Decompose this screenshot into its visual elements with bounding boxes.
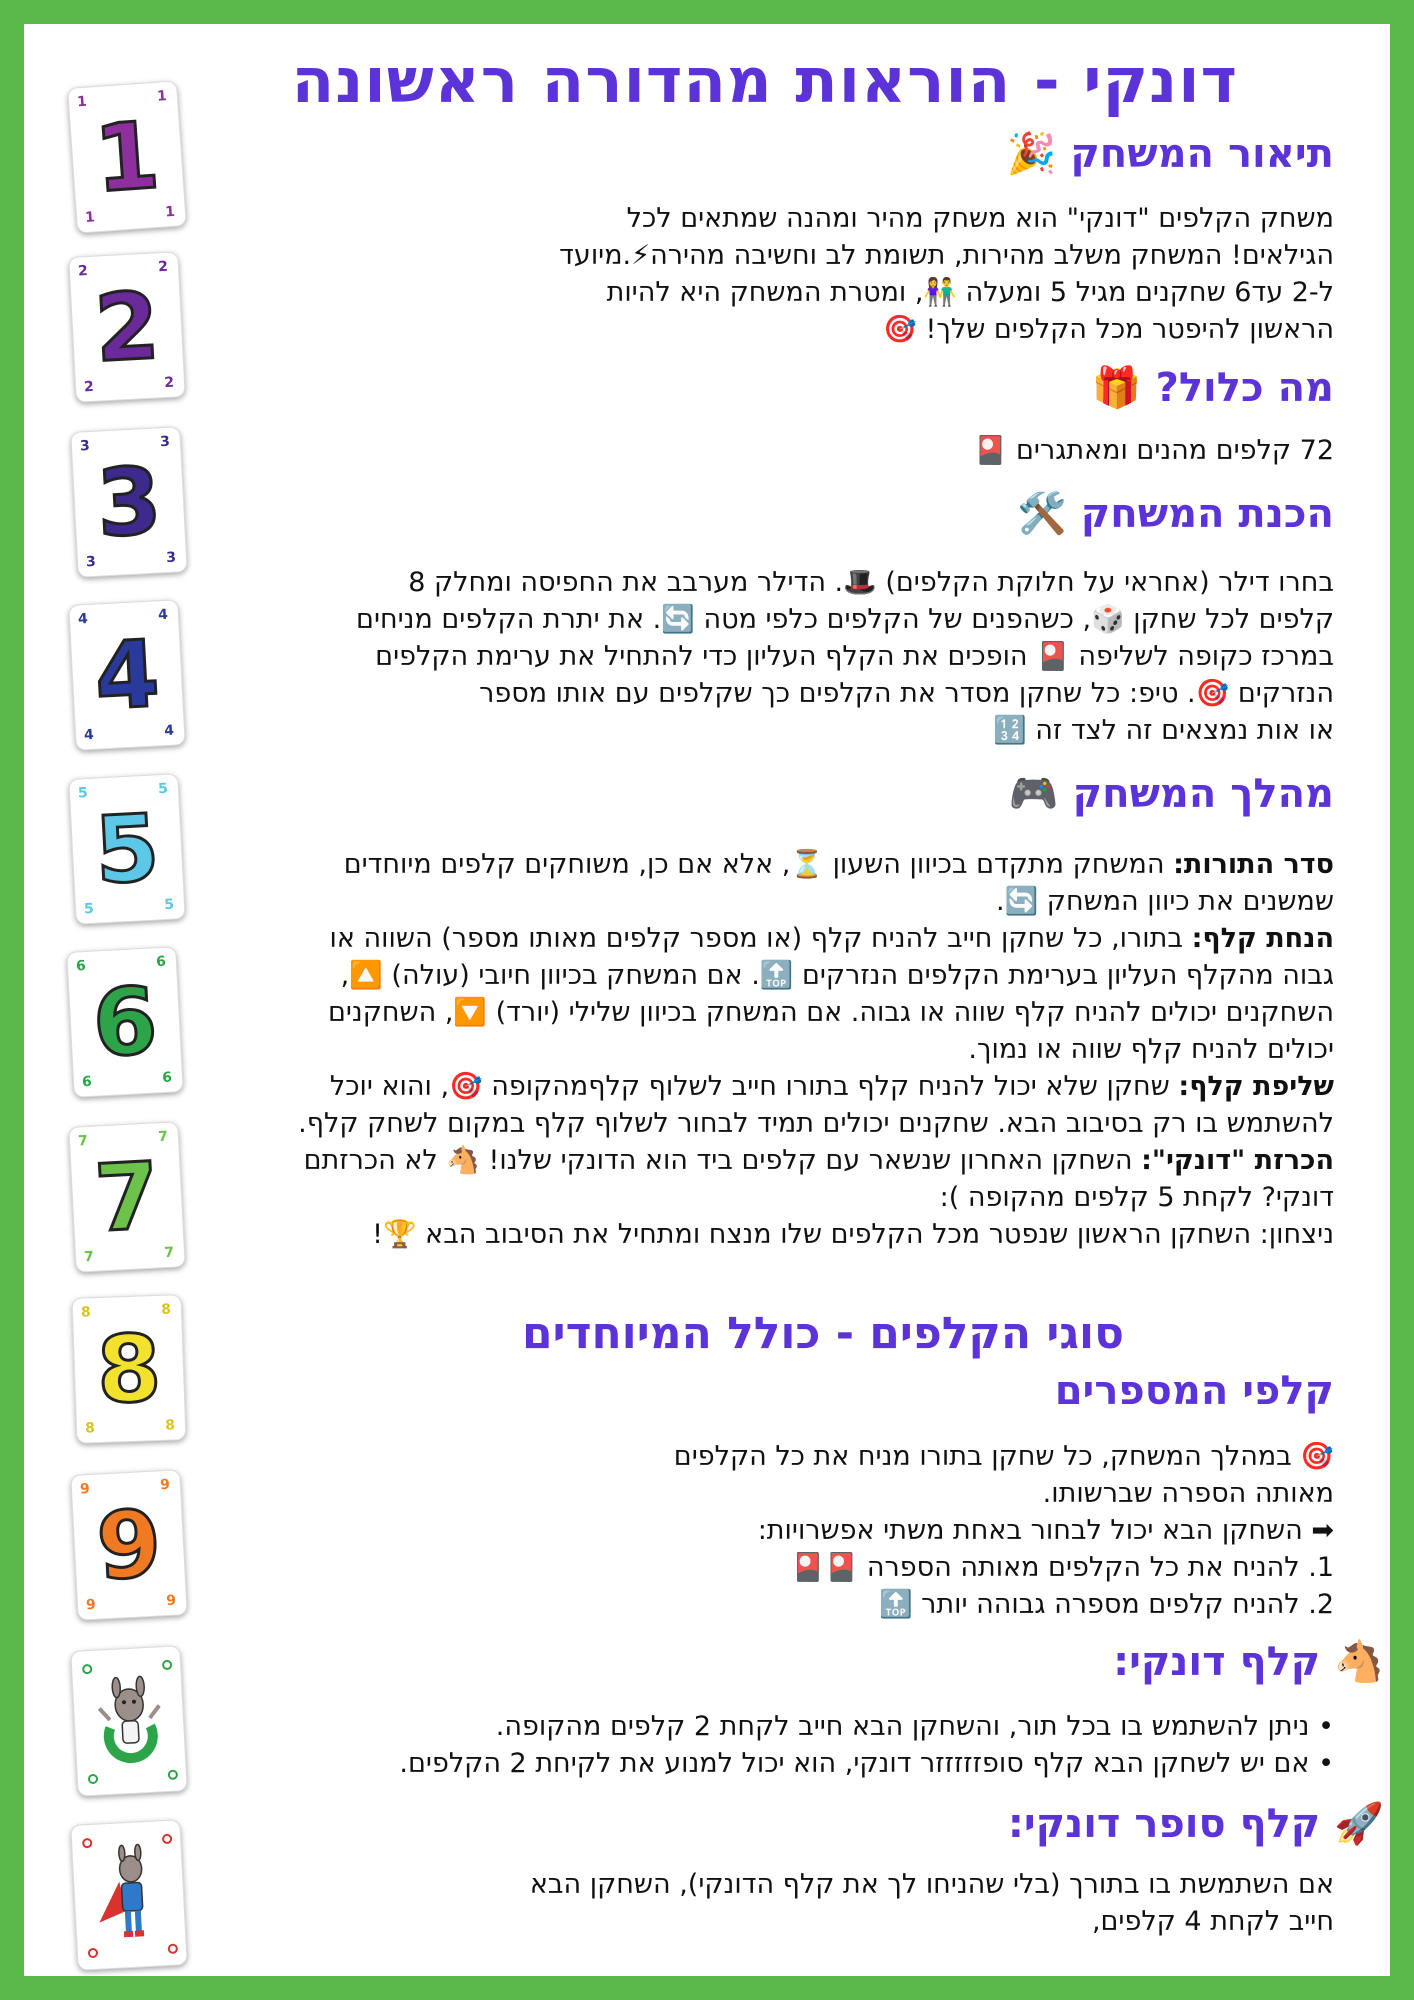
number-card-7 — [68, 1121, 185, 1273]
section-heading-gameplay — [1009, 770, 1334, 817]
text-line: שמשנים את כיוון המשחק 🔄. — [996, 886, 1334, 917]
card-corner: 7 — [163, 1244, 175, 1262]
text-line: קלפים לכל שחקן 🎲, כשהפנים של הקלפים כלפי מטה 🔄. את יתרת הקלפים מניחים — [356, 604, 1334, 635]
donkey-call-line — [209, 1142, 1334, 1179]
super-donkey-card-icon — [77, 1828, 184, 1963]
text-line: ➡ השחקן הבא יכול לבחור באחת משתי אפשרויות: — [757, 1515, 1334, 1546]
card-corner: 1 — [164, 203, 176, 221]
section-heading-number-cards: קלפי המספרים — [1054, 1368, 1334, 1414]
drawing-label: שליפת קלף: — [1178, 1071, 1334, 1102]
text-line: ל-2 עד6 שחקנים מגיל 5 ומעלה 👫, ומטרת המשחק היא להיות — [606, 277, 1334, 308]
setup-text — [214, 564, 1334, 749]
gameplay-text — [209, 846, 1334, 1253]
placing-label: הנחת קלף: — [1191, 923, 1334, 954]
drawing-line — [209, 1068, 1334, 1105]
card-number: 3 — [94, 447, 164, 558]
heading-text: קלף דונקי: — [1113, 1639, 1321, 1685]
card-corner: 7 — [77, 1132, 89, 1150]
win-line: ניצחון: השחקן הראשון שנפטר מכל הקלפים שלו מנצח ומתחיל את הסיבוב הבא 🏆! — [372, 1219, 1334, 1250]
list-item: • אם יש לשחקן הבא קלף סופזזזזזר דונקי, הוא יכול למנוע את לקיחת 2 הקלפים. — [234, 1745, 1334, 1782]
horse-icon: 🐴 — [1334, 1639, 1384, 1685]
card-types-title: סוגי הקלפים - כולל המיוחדים — [521, 1308, 1124, 1359]
card-corner: 7 — [83, 1248, 95, 1266]
card-corner: 5 — [77, 784, 89, 802]
text-line: בתורו, כל שחקן חייב להניח קלף (או מספר קלפים מאותו מספר) השווה או — [329, 923, 1183, 954]
heading-text: תיאור המשחק — [1070, 131, 1334, 177]
text-line: אם השתמשת בו בתורך (בלי שהניחו לך את קלף הדונקי), השחקן הבא — [529, 1869, 1334, 1900]
card-corner: 6 — [75, 957, 87, 975]
heading-text: מהלך המשחק — [1072, 771, 1334, 817]
card-corner: 4 — [157, 606, 169, 624]
card-corner: 2 — [163, 374, 175, 392]
description-text — [334, 200, 1334, 348]
placing-line — [209, 920, 1334, 957]
text-line: הגילאים! המשחק משלב מהירות, תשומת לב וחשיבה מהירה⚡.מיועד — [559, 240, 1334, 271]
number-card-3 — [70, 426, 187, 578]
card-corner: 1 — [156, 88, 168, 105]
card-corner: 8 — [160, 1301, 172, 1318]
number-card-9 — [70, 1469, 187, 1621]
text-line: גבוה מהקלף העליון בערימת הקלפים הנזרקים 🔝. אם המשחק בכיוון חיובי (עולה) 🔼, — [340, 960, 1334, 991]
card-corner: 8 — [84, 1420, 96, 1437]
section-heading-donkey-card — [1113, 1638, 1384, 1685]
tools-icon: 🛠️ — [1017, 491, 1067, 537]
text-line: או אות נמצאים זה לצד זה 🔢 — [993, 715, 1334, 746]
text-line: השחקנים יכולים להניח קלף שווה או גבוה. אם המשחק בכיוון שלילי (יורד) 🔽, השחקנים — [327, 997, 1334, 1028]
card-corner: 2 — [77, 262, 89, 280]
text-line: בחרו דילר (אחראי על חלוקת הקלפים) 🎩. הדילר מערבב את החפיסה ומחלק 8 — [408, 567, 1334, 598]
card-number: 4 — [92, 620, 162, 731]
card-corner: 9 — [85, 1596, 97, 1614]
text-line: 1. להניח את כל הקלפים מאותה הספרה 🎴🎴 — [791, 1552, 1334, 1583]
donkey-card-bullets — [234, 1708, 1334, 1782]
card-corner: 3 — [79, 437, 91, 455]
section-heading-description — [1007, 130, 1334, 177]
text-line: מאותה הספרה שברשותו. — [1042, 1478, 1334, 1509]
text-line: 🎯 במהלך המשחק, כל שחקן בתורו מניח את כל הקלפים — [673, 1441, 1334, 1472]
card-corner: 3 — [159, 433, 171, 451]
card-corner: 6 — [155, 953, 167, 971]
number-card-2 — [68, 251, 185, 403]
text-line: חייב לקחת 4 קלפים, — [1091, 1906, 1334, 1937]
section-heading-setup — [1017, 490, 1334, 537]
text-line: משחק הקלפים "דונקי" הוא משחק מהיר ומהנה שמתאים לכל — [626, 203, 1334, 234]
card-number: 2 — [92, 272, 162, 383]
text-line: במרכז כקופה לשליפה 🎴 הופכים את הקלף העליון כדי להתחיל את ערימת הקלפים — [375, 641, 1334, 672]
card-number: 7 — [92, 1142, 162, 1253]
donkey-card-icon — [77, 1654, 184, 1789]
donkey-call-label: הכרזת "דונקי": — [1141, 1145, 1334, 1176]
card-corner: 1 — [76, 93, 88, 111]
text-line: המשחק מתקדם בכיוון השעון ⏳, אלא אם כן, משוחקים קלפים מיוחדים — [343, 849, 1165, 880]
section-heading-included — [1092, 364, 1334, 411]
page-title: דונקי - הוראות מהדורה ראשונה — [291, 44, 1238, 117]
card-number: 8 — [95, 1314, 163, 1425]
card-corner: 1 — [84, 209, 96, 227]
party-popper-icon: 🎉 — [1006, 131, 1057, 177]
super-donkey-card — [70, 1819, 187, 1971]
rocket-icon: 🚀 — [1334, 1801, 1384, 1847]
number-card-6 — [66, 946, 183, 1098]
text-line: 2. להניח קלפים מספרה גבוהה יותר 🔝 — [878, 1589, 1334, 1620]
heading-text: מה כלול? — [1155, 365, 1334, 411]
donkey-card — [70, 1645, 187, 1797]
included-text: 72 קלפים מהנים ומאתגרים 🎴 — [973, 435, 1334, 466]
heading-text: הכנת המשחק — [1080, 491, 1334, 537]
card-corner: 2 — [157, 258, 169, 276]
card-corner: 3 — [85, 553, 97, 571]
turn-order-line — [209, 846, 1334, 883]
card-corner: 8 — [164, 1417, 176, 1434]
number-card-8 — [71, 1294, 186, 1444]
card-corner: 4 — [77, 610, 89, 628]
card-corner: 5 — [157, 780, 169, 798]
turn-order-label: סדר התורות: — [1173, 849, 1334, 880]
number-card-4 — [68, 599, 185, 751]
card-corner: 8 — [80, 1304, 92, 1321]
donkey-card-text — [234, 1708, 1334, 1782]
card-corner: 6 — [81, 1073, 93, 1091]
super-donkey-card-text — [334, 1866, 1334, 1940]
gamepad-icon: 🎮 — [1008, 771, 1059, 817]
section-heading-super-donkey-card — [1008, 1800, 1384, 1847]
text-line: השחקן האחרון שנשאר עם קלפים ביד הוא הדונקי שלנו! 🐴 לא הכרזתם — [303, 1145, 1133, 1176]
list-item: • ניתן להשתמש בו בכל תור, והשחקן הבא חייב לקחת 2 קלפים מהקופה. — [234, 1708, 1334, 1745]
card-corner: 3 — [165, 549, 177, 567]
text-line: להשתמש בו רק בסיבוב הבא. שחקנים יכולים תמיד לבחור לשלוף קלף במקום לשחק קלף. — [298, 1108, 1334, 1139]
number-card-5 — [68, 773, 185, 925]
heading-text: קלף סופר דונקי: — [1007, 1801, 1321, 1847]
number-cards-text — [334, 1438, 1334, 1623]
card-corner: 2 — [83, 378, 95, 396]
text-line: דונקי? לקחת 5 קלפים מהקופה ): — [939, 1182, 1334, 1213]
text-line: הנזרקים 🎯. טיפ: כל שחקן מסדר את הקלפים כך שקלפים עם אותו מספר — [479, 678, 1334, 709]
text-line: יכולים להניח קלף שווה או נמוך. — [968, 1034, 1334, 1065]
text-line: הראשון להיפטר מכל הקלפים שלך! 🎯 — [883, 314, 1334, 345]
card-corner: 6 — [161, 1069, 173, 1087]
card-corner: 4 — [83, 726, 95, 744]
card-number: 9 — [94, 1490, 164, 1601]
number-card-1 — [67, 80, 187, 233]
text-line: שחקן שלא יכול להניח קלף בתורו חייב לשלוף קלףמהקופה 🎯, והוא יוכל — [329, 1071, 1170, 1102]
card-number: 5 — [92, 794, 162, 905]
card-corner: 5 — [163, 896, 175, 914]
card-corner: 9 — [165, 1592, 177, 1610]
rules-page — [24, 24, 1390, 1976]
card-corner: 4 — [163, 722, 175, 740]
card-corner: 7 — [157, 1128, 169, 1146]
card-corner: 9 — [159, 1476, 171, 1494]
card-number: 1 — [91, 101, 163, 214]
card-number: 6 — [90, 967, 160, 1078]
card-corner: 5 — [83, 900, 95, 918]
card-corner: 9 — [79, 1480, 91, 1498]
gift-icon: 🎁 — [1091, 365, 1142, 411]
